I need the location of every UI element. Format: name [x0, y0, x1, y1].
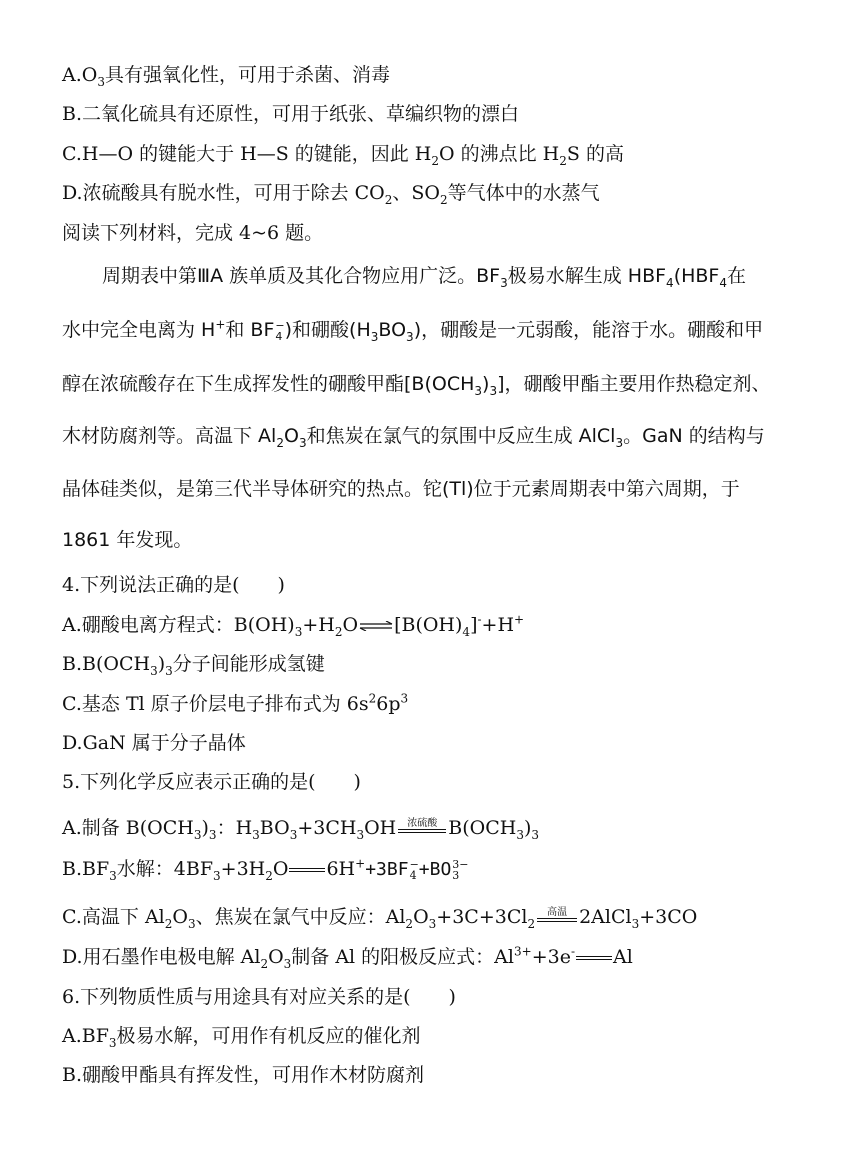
- q4-option-b: $B.B(OCH_3)_3$分子间能形成氢键: [62, 653, 325, 678]
- passage-line-5: 晶体硅类似，是第三代半导体研究的热点。铊(Tl)位于元素周期表中第六周期，于: [62, 478, 740, 500]
- q6-option-b: B.硼酸甲酯具有挥发性，可用作木材防腐剂: [62, 1064, 425, 1086]
- equal-sign: [576, 956, 612, 960]
- q6-stem: 6.下列物质性质与用途具有对应关系的是( ): [62, 986, 456, 1008]
- passage-line-6: 1861 年发现。: [62, 529, 193, 551]
- reading-intro: 阅读下列材料，完成 4~6 题。: [62, 222, 324, 244]
- q3-option-b: B.二氧化硫具有还原性，可用于纸张、草编织物的漂白: [62, 103, 520, 125]
- q5-stem: 5.下列化学反应表示正确的是( ): [62, 771, 361, 793]
- q5-option-b: $B.BF_3$水解：$4BF_3+3H_2O$ 6H++3BF − 4 +BO 3− 3: [62, 856, 469, 883]
- q3-option-a: $A.O_3$具有强氧化性，可用于杀菌、消毒: [62, 64, 390, 89]
- q3-option-c: C.H—O 的键能大于 H—S 的键能，因此 $H_2O$ 的沸点比 $H_2S$ 的高: [62, 143, 624, 168]
- q4-option-a: A.硼酸电离方程式：$B(OH)_3+H_2O$ $[B(OH)_4]^-+H^+$: [62, 612, 525, 639]
- q5-option-d: D.用石墨作电极电解 $Al_2O_3$制备 Al 的阳极反应式：$Al^{3+}+3e^-$ Al: [62, 944, 633, 971]
- q4-option-d: D.GaN 属于分子晶体: [62, 732, 246, 754]
- q4-stem: 4.下列说法正确的是( ): [62, 574, 285, 596]
- q5-option-a: A.制备 $B(OCH_3)_3$：$H_3BO_3+3CH_3OH$ 浓硫酸 $B(OCH_3)_3$: [62, 817, 540, 842]
- q6-option-a: $A.BF_3$极易水解，可用作有机反应的催化剂: [62, 1025, 421, 1050]
- passage-line-4: 木材防腐剂等。高温下 $Al_2O_3$和焦炭在氯气的氛围中反应生成 AlCl$_3$。GaN 的结构与: [62, 425, 765, 450]
- passage-line-3: 醇在浓硫酸存在下生成挥发性的硼酸甲酯$[B(OCH_3)_3]$，硼酸甲酯主要用作热稳定剂、: [62, 373, 771, 398]
- reaction-condition: 浓硫酸: [398, 818, 446, 840]
- reaction-condition: 高温: [537, 907, 577, 929]
- q5-option-c: C.高温下 $Al_2O_3$、焦炭在氯气中反应：$Al_2O_3+3C+3Cl_2$ 高温 2AlCl$_3$+3CO: [62, 906, 698, 931]
- passage-line-2: 水中完全电离为 H+和 BF − 4 )和硼酸$(H_3BO_3)$，硼酸是一元弱酸，能溶于水。硼酸和甲: [62, 317, 764, 344]
- q4-option-c: C.基态 Tl 原子价层电子排布式为 $6s^26p^3$: [62, 691, 409, 715]
- equal-sign: [289, 868, 325, 872]
- passage-line-1: 周期表中第ⅢA 族单质及其化合物应用广泛。$BF_3$极易水解生成 $HBF_4(HBF_4$在: [102, 265, 747, 290]
- reversible-arrow-icon: [359, 621, 393, 631]
- q3-option-d: D.浓硫酸具有脱水性，可用于除去 $CO_2$、$SO_2$等气体中的水蒸气: [62, 182, 600, 207]
